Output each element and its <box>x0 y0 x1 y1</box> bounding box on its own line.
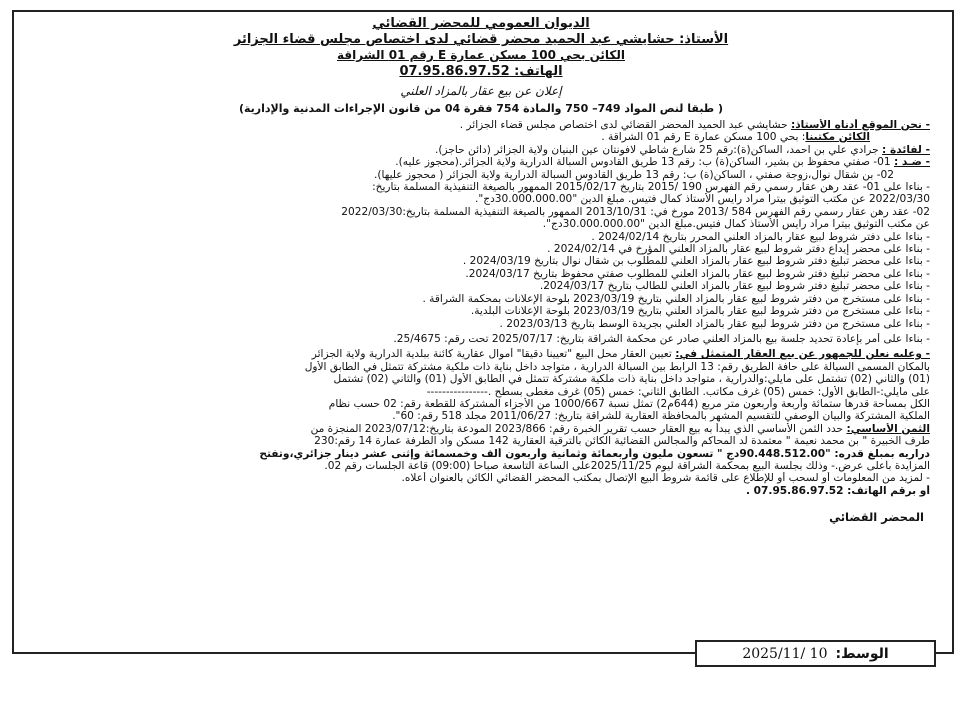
header-bailiff-name: الأستاذ: حشايشي عبد الحميد محضر قضائي لدى اختصاص مجلس قضاء الجزائر <box>233 32 729 47</box>
basis-line: - بناءا على محضر تبليغ دفتر شروط لبيع عقار بالمزاد العلني للطالب بتاريخ 2024/03/17. <box>539 280 930 293</box>
bailiff-address-label: الكائن مكتبنا <box>805 131 870 144</box>
basis-line: 02- عقد رهن عقار رسمي رقم الفهرس 584 /2013 مورخ في: 2013/10/31 الممهور بالصيغة التنفيذية المسلمة بتاريخ:2022/03/30 <box>341 205 930 218</box>
against-line-2: 02- بن شقال نوال،زوجة صفتي ، الساكن(ة) ب: رقم 13 طريق القادوس السبالة الدرارية ولاية الجزائر ( محجوز عليها). <box>373 168 894 181</box>
price-text-1: حدد الثمن الأساسي الذي يبدأ به بيع العقار حسب تقرير الخبرة رقم: 2023/866 المودعة بتاريخ:2023/07/12 المنجزة من <box>310 422 847 435</box>
price-label: الثمن الأساسي: <box>846 422 930 435</box>
notice-line-1 <box>32 348 930 360</box>
bailiff-label: - نحن الموقع أدناه الأستاذ: <box>790 119 930 131</box>
header-address: الكائن بحي 100 مسكن عمارة E رقم 01 الشراقة <box>337 48 625 62</box>
price-line: المزايدة بأعلى عرض.- وذلك بجلسة البيع بمحكمة الشراقة ليوم 2025/11/25على الساعة التاسعة صباحا (09:00) قاعة الجلسات رقم 02. <box>324 459 930 472</box>
basis-line: - بناءا على مستخرج من دفتر شروط لبيع عقار بالمزاد العلني بتاريخ 2023/03/19 بلوحة الإعلانات البلدية. <box>470 305 930 318</box>
bailiff-address-text: : بحي 100 مسكن عمارة E رقم 01 الشراقة . <box>601 131 806 144</box>
against-label: - ضـد : <box>894 156 930 169</box>
price-line-1 <box>32 423 930 435</box>
court-order-line: - بناءا على أمر بإعادة تحديد جلسة بيع بالمزاد العلني صادر عن محكمة الشراقة بتاريخ: 2025/07/17 تحت رقم: 25/4675. <box>393 332 930 345</box>
price-line: أو برقم الهاتف: 07.95.86.97.52 . <box>745 484 930 497</box>
publication-date-box <box>695 640 936 667</box>
notice-line: بالمكان المسمى السبالة على حافة الطريق رقم: 13 الرابط بين السبالة الدرارية ، متواجد داخل بناية ذات ملكية مشتركة تتمثل في الطابق الأول <box>304 360 930 373</box>
notice-text-1: تعيين العقار محل البيع "تعيينا دقيقا" أموال عقارية كائنة ببلدية الدرارية ولاية الجزائر <box>311 348 676 361</box>
basis-line: - بناءا على محضر إيداع دفتر شروط لبيع عقار بالمزاد العلني المؤرخ في 2024/02/14 . <box>547 243 930 256</box>
basis-line: - بناءا على 01- عقد رهن عقار رسمي رقم الفهرس 190 /2015 بتاريخ 2015/02/17 الممهور بالصيغة التنفيذية المسلمة بتاريخ: <box>372 181 930 194</box>
beneficiary-line <box>32 144 930 156</box>
against-line-1 <box>32 156 930 168</box>
publication-name: الوسط: <box>835 645 889 662</box>
beneficiary-label: - لفائدة : <box>882 143 930 156</box>
notice-body <box>32 16 930 524</box>
basis-line: - بناءا على دفتر شروط لبيع عقار بالمزاد العلني المحرر بتاريخ 2024/02/14 . <box>591 230 930 243</box>
against-text-1: 01- صفتي محفوظ بن بشير، الساكن(ة) ب: رقم 13 طريق القادوس السبالة الدرارية ولاية الجزائر.(محجوز عليه). <box>395 156 894 169</box>
notice-subject: إعلان عن بيع عقار بالمزاد العلني <box>400 84 562 98</box>
basis-line: - بناءا على محضر تبليغ دفتر شروط لبيع عقار بالمزاد العلني للمطلوب بن شقال نوال بتاريخ 2024/03/19 . <box>462 255 930 268</box>
legal-basis: ( طبقا لنص المواد 749– 750 والمادة 754 فقرة 04 من قانون الإجراءات المدنية والإدارية) <box>238 102 724 115</box>
notice-line: (01) والثاني (02) تشتمل على مايلي:والدرارية ، متواجد داخل بناية ذات ملكية مشتركة تتمثل في الطابق الأول (01) والثاني (02) تشتمل <box>333 373 930 386</box>
bailiff-line <box>32 119 930 131</box>
basis-line: 2022/03/30 عن مكتب التوثيق بيترا مراد رايس الأستاذ كمال فتيس. مبلغ الدين "30.000.000.00دج". <box>475 193 930 206</box>
price-line: - لمزيد من المعلومات أو لسحب أو للإطلاع على قائمة شروط البيع الإتصال بمكتب المحضر القضائي الكائن بالعنوان أعلاه. <box>401 472 930 485</box>
basis-line: - بناءا على مستخرج من دفتر شروط لبيع عقار بالمزاد العلني بجريدة الوسط بتاريخ 2023/03/13 . <box>499 317 930 330</box>
notice-line: على مايلي:-الطابق الأول: خمس (05) غرف مكاتب. الطابق الثاني: خمس (05) غرف مغطى بسطح .---------------- <box>426 385 930 398</box>
header-phone: الهاتف: 07.95.86.97.52 <box>399 64 563 79</box>
header-office-title: الديوان العمومي للمحضر القضائي <box>372 16 590 31</box>
basis-line: - بناءا على مستخرج من دفتر شروط لبيع عقار بالمزاد العلني بتاريخ 2023/03/19 بلوحة الإعلانات بمحكمة الشراقة . <box>422 292 930 305</box>
price-line: طرف الخبيرة " بن محمد نعيمة " معتمدة لد المحاكم والمجالس القضائية الكائن بالترقية العقارية 142 مسكن واد الطرفة عمارة 14 رقم:230 <box>314 435 930 448</box>
bailiff-text: حشايشي عبد الحميد المحضر القضائي لدى اختصاص مجلس قضاء الجزائر . <box>459 119 791 131</box>
publication-date: 2025/11/ 10 <box>742 645 828 662</box>
basis-line: - بناءا على محضر تبليغ دفتر شروط لبيع عقار بالمزاد العلني للمطلوب صفتي محفوظ بتاريخ 2024/03/17. <box>465 267 930 280</box>
notice-line: الكل بمساحة قدرها ستمائة وأربعة وأربعون متر مربع (644م2) تمثل نسبة 1000/667 من الأجزاء المشتركة للقطعة رقم: 02 حسب نظام <box>328 397 930 410</box>
basis-line: عن مكتب التوثيق بيترا مراد رايس الأستاذ كمال فتيس.مبلغ الدين "30.000.000.00دج". <box>542 218 930 231</box>
beneficiary-text: جرادي علي بن احمد، الساكن(ة):رقم 25 شارع شاطي لافونتان عين البنيان ولاية الجزائر (دائن حاجز). <box>435 143 883 156</box>
bailiff-address-line <box>32 131 930 143</box>
notice-line: الملكية المشتركة والبيان الوصفي للتقسيم المشهر بالمحافظة العقارية للشراقة بتاريخ: 2011/06/27 مجلد 518 رقم: 60". <box>392 410 930 423</box>
signature-title: المحضر القضائي <box>829 510 924 525</box>
price-line: دراريه بمبلغ قدره: "90.448.512.00دج " تسعون مليون وأربعمائة وثمانية وأربعون ألف وخمسمائة وإثنى عشر دينار جزائري،وتفتح <box>259 447 930 460</box>
notice-label: - وعليه نعلن للجمهور عن بيع العقار المتمثل في: <box>675 348 930 361</box>
